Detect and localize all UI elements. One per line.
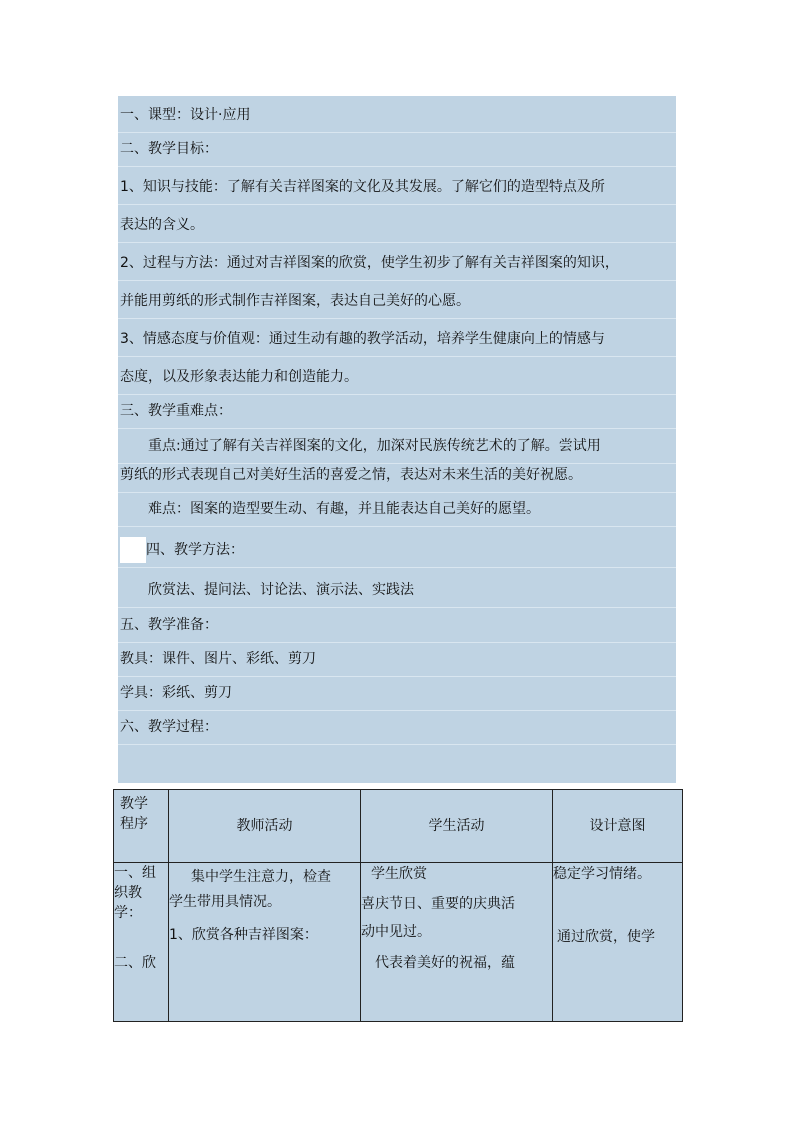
- intro-line: 3、情感态度与价值观：通过生动有趣的教学活动，培养学生健康向上的情感与: [118, 322, 676, 357]
- intro-line: 学具：彩纸、剪刀: [118, 676, 676, 711]
- intro-line: 教具：课件、图片、彩纸、剪刀: [118, 642, 676, 677]
- intro-line: 表达的含义。: [118, 208, 676, 243]
- cell-procedure: [114, 863, 169, 1022]
- intro-line: 态度，以及形象表达能力和创造能力。: [118, 360, 676, 395]
- intro-line: 并能用剪纸的形式制作吉祥图案，表达自己美好的心愿。: [118, 284, 676, 319]
- intro-line: 二、教学目标：: [118, 132, 676, 167]
- intro-line: 2、过程与方法：通过对吉祥图案的欣赏，使学生初步了解有关吉祥图案的知识，: [118, 246, 676, 281]
- cell-line: 学生欣赏: [371, 866, 427, 882]
- intro-line: 重点:通过了解有关吉祥图案的文化，加深对民族传统艺术的了解。尝试用: [118, 429, 676, 464]
- header-procedure: [114, 790, 169, 863]
- method-heading-text: 四、教学方法：: [146, 542, 244, 558]
- cell-line: 二、欣: [114, 955, 156, 971]
- cell-line: 织教: [114, 885, 142, 901]
- cell-teacher: [169, 863, 361, 1022]
- cell-line: 动中见过。: [361, 924, 431, 940]
- cell-line: 一、组: [114, 865, 156, 881]
- header-student: [361, 790, 553, 863]
- blank-placeholder: [120, 537, 146, 563]
- teaching-process-table: [113, 789, 683, 1022]
- cell-line: [114, 923, 168, 953]
- intro-line: 剪纸的形式表现自己对美好生活的喜爱之情，表达对未来生活的美好祝愿。: [118, 458, 676, 493]
- intro-section: [118, 96, 676, 783]
- cell-line: 代表着美好的祝福，蕴: [375, 955, 515, 971]
- intro-line: 难点：图案的造型要生动、有趣，并且能表达自己美好的愿望。: [118, 492, 676, 527]
- table-row: [114, 863, 683, 1022]
- cell-intent: [553, 863, 683, 1022]
- header-label: 教师活动: [236, 818, 293, 834]
- intro-line: 1、知识与技能：了解有关吉祥图案的文化及其发展。了解它们的造型特点及所: [118, 170, 676, 205]
- intro-line: 一、课型：设计·应用: [118, 98, 676, 133]
- header-label: 设计意图: [589, 818, 646, 834]
- cell-line: 通过欣赏，使学: [557, 929, 655, 945]
- cell-line: [553, 885, 682, 927]
- cell-line: 学生带用具情况。: [169, 894, 281, 910]
- intro-line: 六、教学过程：: [118, 710, 676, 745]
- intro-line-method-heading: [118, 533, 676, 568]
- cell-line: 集中学生注意力，检查: [191, 869, 331, 885]
- cell-student: [361, 863, 553, 1022]
- intro-line: 五、教学准备：: [118, 608, 676, 643]
- cell-line: 学：: [114, 905, 142, 921]
- header-label: 学生活动: [428, 818, 485, 834]
- cell-line: 喜庆节日、重要的庆典活: [361, 896, 515, 912]
- header-intent: [553, 790, 683, 863]
- header-teacher: [169, 790, 361, 863]
- intro-line: 欣赏法、提问法、讨论法、演示法、实践法: [118, 573, 676, 608]
- header-label: 教学程序: [120, 796, 148, 832]
- table-header-row: [114, 790, 683, 863]
- intro-line: 三、教学重难点：: [118, 394, 676, 429]
- cell-line: 1、欣赏各种吉祥图案：: [169, 927, 318, 943]
- cell-line: 稳定学习情绪。: [553, 866, 651, 882]
